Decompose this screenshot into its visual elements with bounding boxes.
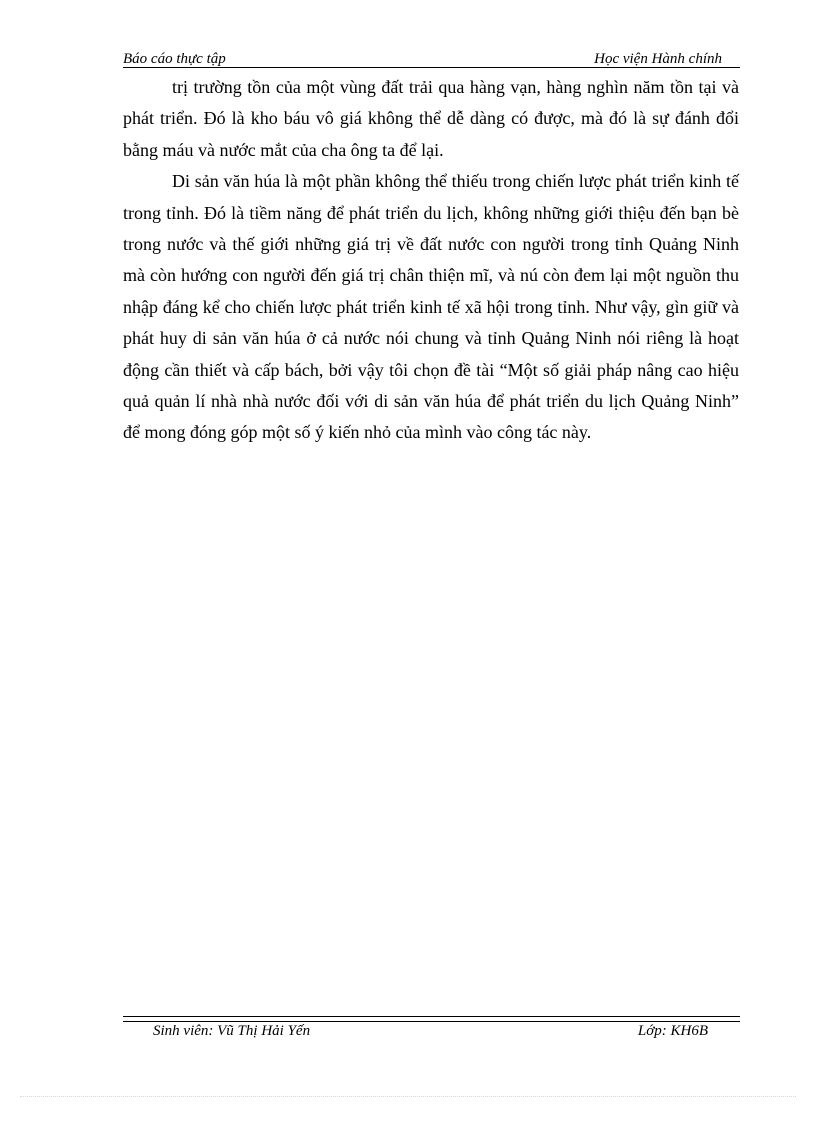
header-divider bbox=[123, 67, 740, 68]
body-text bbox=[123, 72, 739, 449]
footer-divider-thin bbox=[123, 1021, 740, 1022]
page-header bbox=[123, 49, 740, 69]
page-bottom-dotted-line bbox=[20, 1096, 796, 1097]
paragraph-heritage: Di sản văn húa là một phần không thể thiếu trong chiến lược phát triển kinh tế trong tỉnh. Đó là tiềm năng để phát triển du lịch, không những giới thiệu đến bạn bè trong nước và thế giới những giá trị về đất nước con người trong tỉnh Quảng Ninh mà còn hướng con người đến giá trị chân thiện mĩ, và nú còn đem lại một nguồn thu nhập đáng kể cho chiến lược phát triển kinh tế xã hội trong tỉnh. Như vậy, gìn giữ và phát huy di sản văn húa ở cả nước nói chung và tỉnh Quảng Ninh nói riêng là hoạt động cần thiết và cấp bách, bởi vậy tôi chọn đề tài “Một số giải pháp nâng cao hiệu quả quản lí nhà nhà nước đối với di sản văn húa để phát triển du lịch Quảng Ninh” để mong đóng góp một số ý kiến nhỏ của mình vào công tác này. bbox=[123, 171, 739, 443]
footer-student-name: Sinh viên: Vũ Thị Hải Yến bbox=[153, 1023, 311, 1039]
footer-class: Lớp: KH6B bbox=[637, 1023, 708, 1039]
paragraph-continuation: trị trường tồn của một vùng đất trải qua hàng vạn, hàng nghìn năm tồn tại và phát triển. Đó là kho báu vô giá không thể dễ dàng có được, mà đó là sự đánh đổi bằng máu và nước mắt của cha ông ta để lại. bbox=[123, 77, 739, 160]
header-institution: Học viện Hành chính bbox=[594, 51, 722, 67]
footer-divider-thick bbox=[123, 1016, 740, 1017]
header-report-title: Báo cáo thực tập bbox=[123, 51, 226, 67]
page-footer bbox=[123, 1023, 740, 1043]
